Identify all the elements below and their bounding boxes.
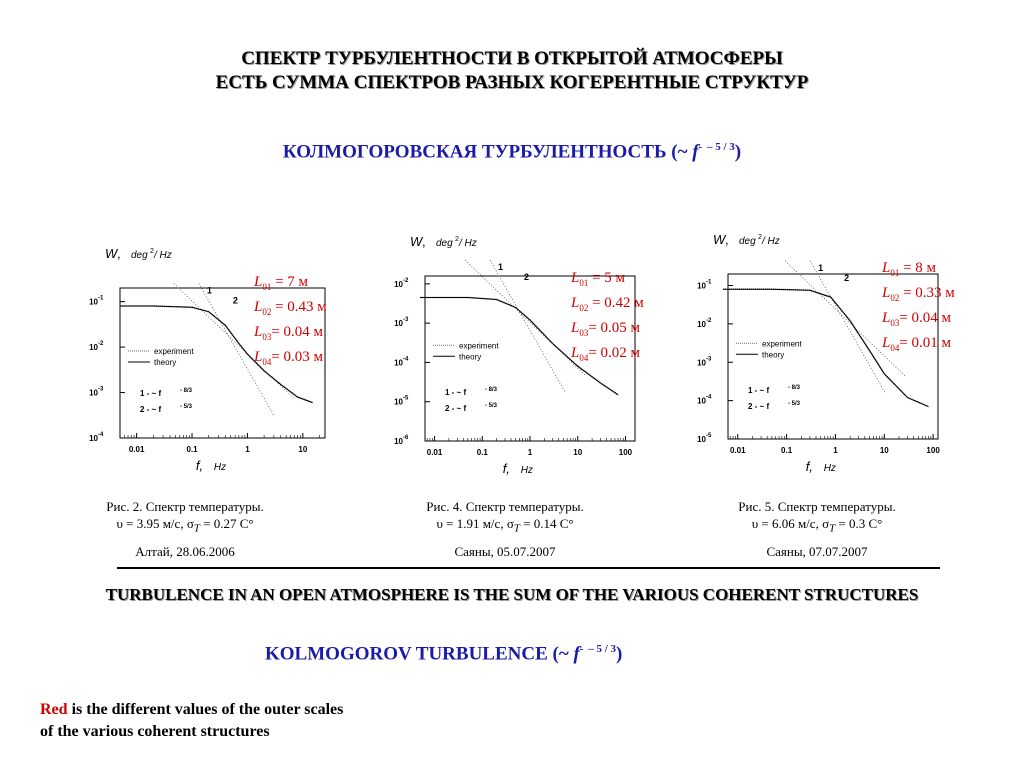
x-axis-label-unit: Hz <box>823 463 836 474</box>
y-tick-label: 10 <box>394 319 403 329</box>
x-tick-label: 1 <box>527 448 533 457</box>
legend-experiment-label: experiment <box>459 341 499 351</box>
slope-2-legend: 2 - ~ f <box>140 405 162 414</box>
y-tick-exponent: -4 <box>403 356 409 363</box>
slope-2-exponent: - 5/3 <box>180 404 193 410</box>
y-axis-label-comma: , <box>725 232 729 247</box>
x-tick-label: 10 <box>298 445 308 454</box>
y-tick-exponent: -5 <box>403 395 409 402</box>
y-axis-label-tail: / Hz <box>762 236 780 247</box>
x-tick-label: 10 <box>879 446 889 455</box>
slope-2-exponent: - 5/3 <box>485 402 498 409</box>
slope-1-legend: 1 - ~ f <box>140 389 162 398</box>
y-axis-label-tail: / Hz <box>154 250 172 261</box>
y-tick-exponent: -5 <box>706 433 712 439</box>
y-axis-label-unit: deg <box>436 238 453 249</box>
x-tick-label: 0.1 <box>476 448 488 457</box>
x-axis-label-f: f, <box>502 461 510 476</box>
outer-scale-label: $L_{04}= 0.03$ м <box>254 349 324 367</box>
note-line-1: Red is the different values of the outer scales <box>40 701 344 718</box>
outer-scale-label: $L_{02} = 0.42$ м <box>571 295 644 313</box>
slope-2-legend: 2 - ~ f <box>748 401 770 411</box>
y-axis-label-sup: 2 <box>150 248 154 255</box>
y-tick-label: 10 <box>394 279 403 289</box>
place-2: Саяны, 05.07.2007 <box>454 544 556 559</box>
legend-theory-label: theory <box>762 350 785 360</box>
marker-2: 2 <box>232 295 238 306</box>
marker-1: 1 <box>818 262 824 273</box>
y-tick-exponent: -4 <box>98 432 104 438</box>
x-tick-label: 0.01 <box>128 445 145 454</box>
marker-2: 2 <box>524 272 530 283</box>
slope-2-exponent: - 5/3 <box>788 400 801 407</box>
caption-3: Рис. 5. Спектр температуры. υ = 6.06 м/с, $\sigma_T = 0.3$ C° <box>738 499 896 535</box>
y-tick-label: 10 <box>697 319 706 329</box>
slope-1-legend: 1 - ~ f <box>748 385 770 395</box>
outer-scale-label: $L_{01} = 7$ м <box>254 274 309 292</box>
outer-scales-list-3 <box>882 258 955 358</box>
y-tick-label: 10 <box>394 437 403 446</box>
y-tick-exponent: -2 <box>403 277 409 284</box>
outer-scale-label: $L_{03}= 0.04$ м <box>882 310 952 328</box>
outer-scale-label: $L_{03}= 0.04$ м <box>254 324 324 342</box>
legend-experiment-label: experiment <box>762 339 802 349</box>
y-axis-label-sup: 2 <box>758 234 762 241</box>
legend-theory-label: theory <box>459 352 482 362</box>
x-tick-label: 0.1 <box>186 445 198 454</box>
y-tick-exponent: -2 <box>98 341 104 348</box>
outer-scale-label: $L_{02} = 0.43$ м <box>254 299 327 317</box>
x-tick-label: 0.01 <box>426 448 443 457</box>
kolmogorov-ru-heading: КОЛМОГОРОВСКАЯ ТУРБУЛЕНТНОСТЬ (~ f- $^{- 5 / 3}$) <box>282 141 742 163</box>
outer-scale-label: $L_{01} = 5$ м <box>571 270 626 288</box>
y-axis-label-comma: , <box>117 246 121 261</box>
y-tick-label: 10 <box>697 435 706 444</box>
x-tick-label: 1 <box>245 445 250 454</box>
y-tick-exponent: -3 <box>403 317 409 324</box>
legend-theory-label: theory <box>154 358 177 367</box>
y-tick-label: 10 <box>697 396 706 406</box>
y-tick-label: 10 <box>89 434 98 443</box>
y-tick-label: 10 <box>89 343 98 353</box>
slope-1-exponent: - 8/3 <box>180 388 193 394</box>
english-title: TURBULENCE IN AN OPEN ATMOSPHERE IS THE SUM OF THE VARIOUS COHERENT STRUCTURES <box>105 585 919 604</box>
outer-scale-label: $L_{04}= 0.02$ м <box>571 345 641 363</box>
outer-scale-label: $L_{02} = 0.33$ м <box>882 285 955 303</box>
x-axis-label-f: f, <box>195 458 204 473</box>
y-axis-label-w: W <box>410 234 423 249</box>
x-tick-label: 100 <box>618 448 633 457</box>
caption-2: Рис. 4. Спектр температуры. υ = 1.91 м/с, $\sigma_T = 0.14$ C° <box>426 499 584 535</box>
outer-scale-label: $L_{03}= 0.05$ м <box>571 320 641 338</box>
y-tick-label: 10 <box>394 358 403 368</box>
legend-experiment-label: experiment <box>154 347 194 356</box>
slope-1-exponent: - 8/3 <box>485 386 498 393</box>
x-tick-label: 100 <box>926 446 940 455</box>
y-tick-exponent: -1 <box>706 279 712 286</box>
y-axis-label-tail: / Hz <box>459 238 477 249</box>
y-tick-exponent: -3 <box>98 386 104 393</box>
x-axis-label-unit: Hz <box>213 462 227 473</box>
y-tick-label: 10 <box>697 358 706 368</box>
place-3: Саяны, 07.07.2007 <box>766 544 868 559</box>
x-tick-label: 1 <box>833 446 838 455</box>
y-tick-label: 10 <box>89 388 98 398</box>
y-axis-label-w: W <box>105 246 118 261</box>
y-tick-exponent: -1 <box>98 295 104 302</box>
x-tick-label: 0.1 <box>781 446 793 455</box>
kolmogorov-en-heading: KOLMOGOROV TURBULENCE (~ f- $^{- 5 / 3}$) <box>265 643 623 665</box>
y-axis-label-comma: , <box>422 234 426 249</box>
caption-1: Рис. 2. Спектр температуры. υ = 3.95 м/с, $\sigma_T = 0.27$ C° <box>106 499 264 535</box>
y-tick-label: 10 <box>394 397 403 407</box>
outer-scales-list-1 <box>254 272 327 372</box>
x-tick-label: 0.01 <box>729 446 746 455</box>
title-line-1: СПЕКТР ТУРБУЛЕНТНОСТИ В ОТКРЫТОЙ АТМОСФЕРЫ <box>241 48 783 69</box>
y-axis-label-unit: deg <box>739 236 756 247</box>
y-tick-label: 10 <box>89 297 98 307</box>
title-line-2: ЕСТЬ СУММА СПЕКТРОВ РАЗНЫХ КОГЕРЕНТНЫЕ СТРУКТУР <box>215 72 809 93</box>
outer-scale-label: $L_{01} = 8$ м <box>882 260 937 278</box>
place-1: Алтай, 28.06.2006 <box>135 544 235 559</box>
y-tick-label: 10 <box>697 281 706 291</box>
y-axis-label-sup: 2 <box>455 236 459 243</box>
marker-1: 1 <box>206 285 212 296</box>
slope-1-exponent: - 8/3 <box>788 384 801 391</box>
marker-1: 1 <box>498 262 504 273</box>
note-line-2: of the various coherent structures <box>40 723 270 740</box>
y-tick-exponent: -3 <box>706 356 712 363</box>
y-tick-exponent: -4 <box>706 394 712 401</box>
y-tick-exponent: -2 <box>706 317 712 324</box>
slope-1-legend: 1 - ~ f <box>445 387 467 397</box>
marker-2: 2 <box>844 272 850 283</box>
outer-scales-list-2 <box>571 268 644 368</box>
y-axis-label-unit: deg <box>131 250 148 261</box>
x-axis-label-f: f, <box>805 459 813 474</box>
x-tick-label: 10 <box>573 448 583 457</box>
divider-line <box>117 567 940 569</box>
y-axis-label-w: W <box>713 232 726 247</box>
outer-scale-label: $L_{04}= 0.01$ м <box>882 335 952 353</box>
slope-2-legend: 2 - ~ f <box>445 403 467 413</box>
y-tick-exponent: -6 <box>403 435 409 441</box>
x-axis-label-unit: Hz <box>520 465 533 476</box>
